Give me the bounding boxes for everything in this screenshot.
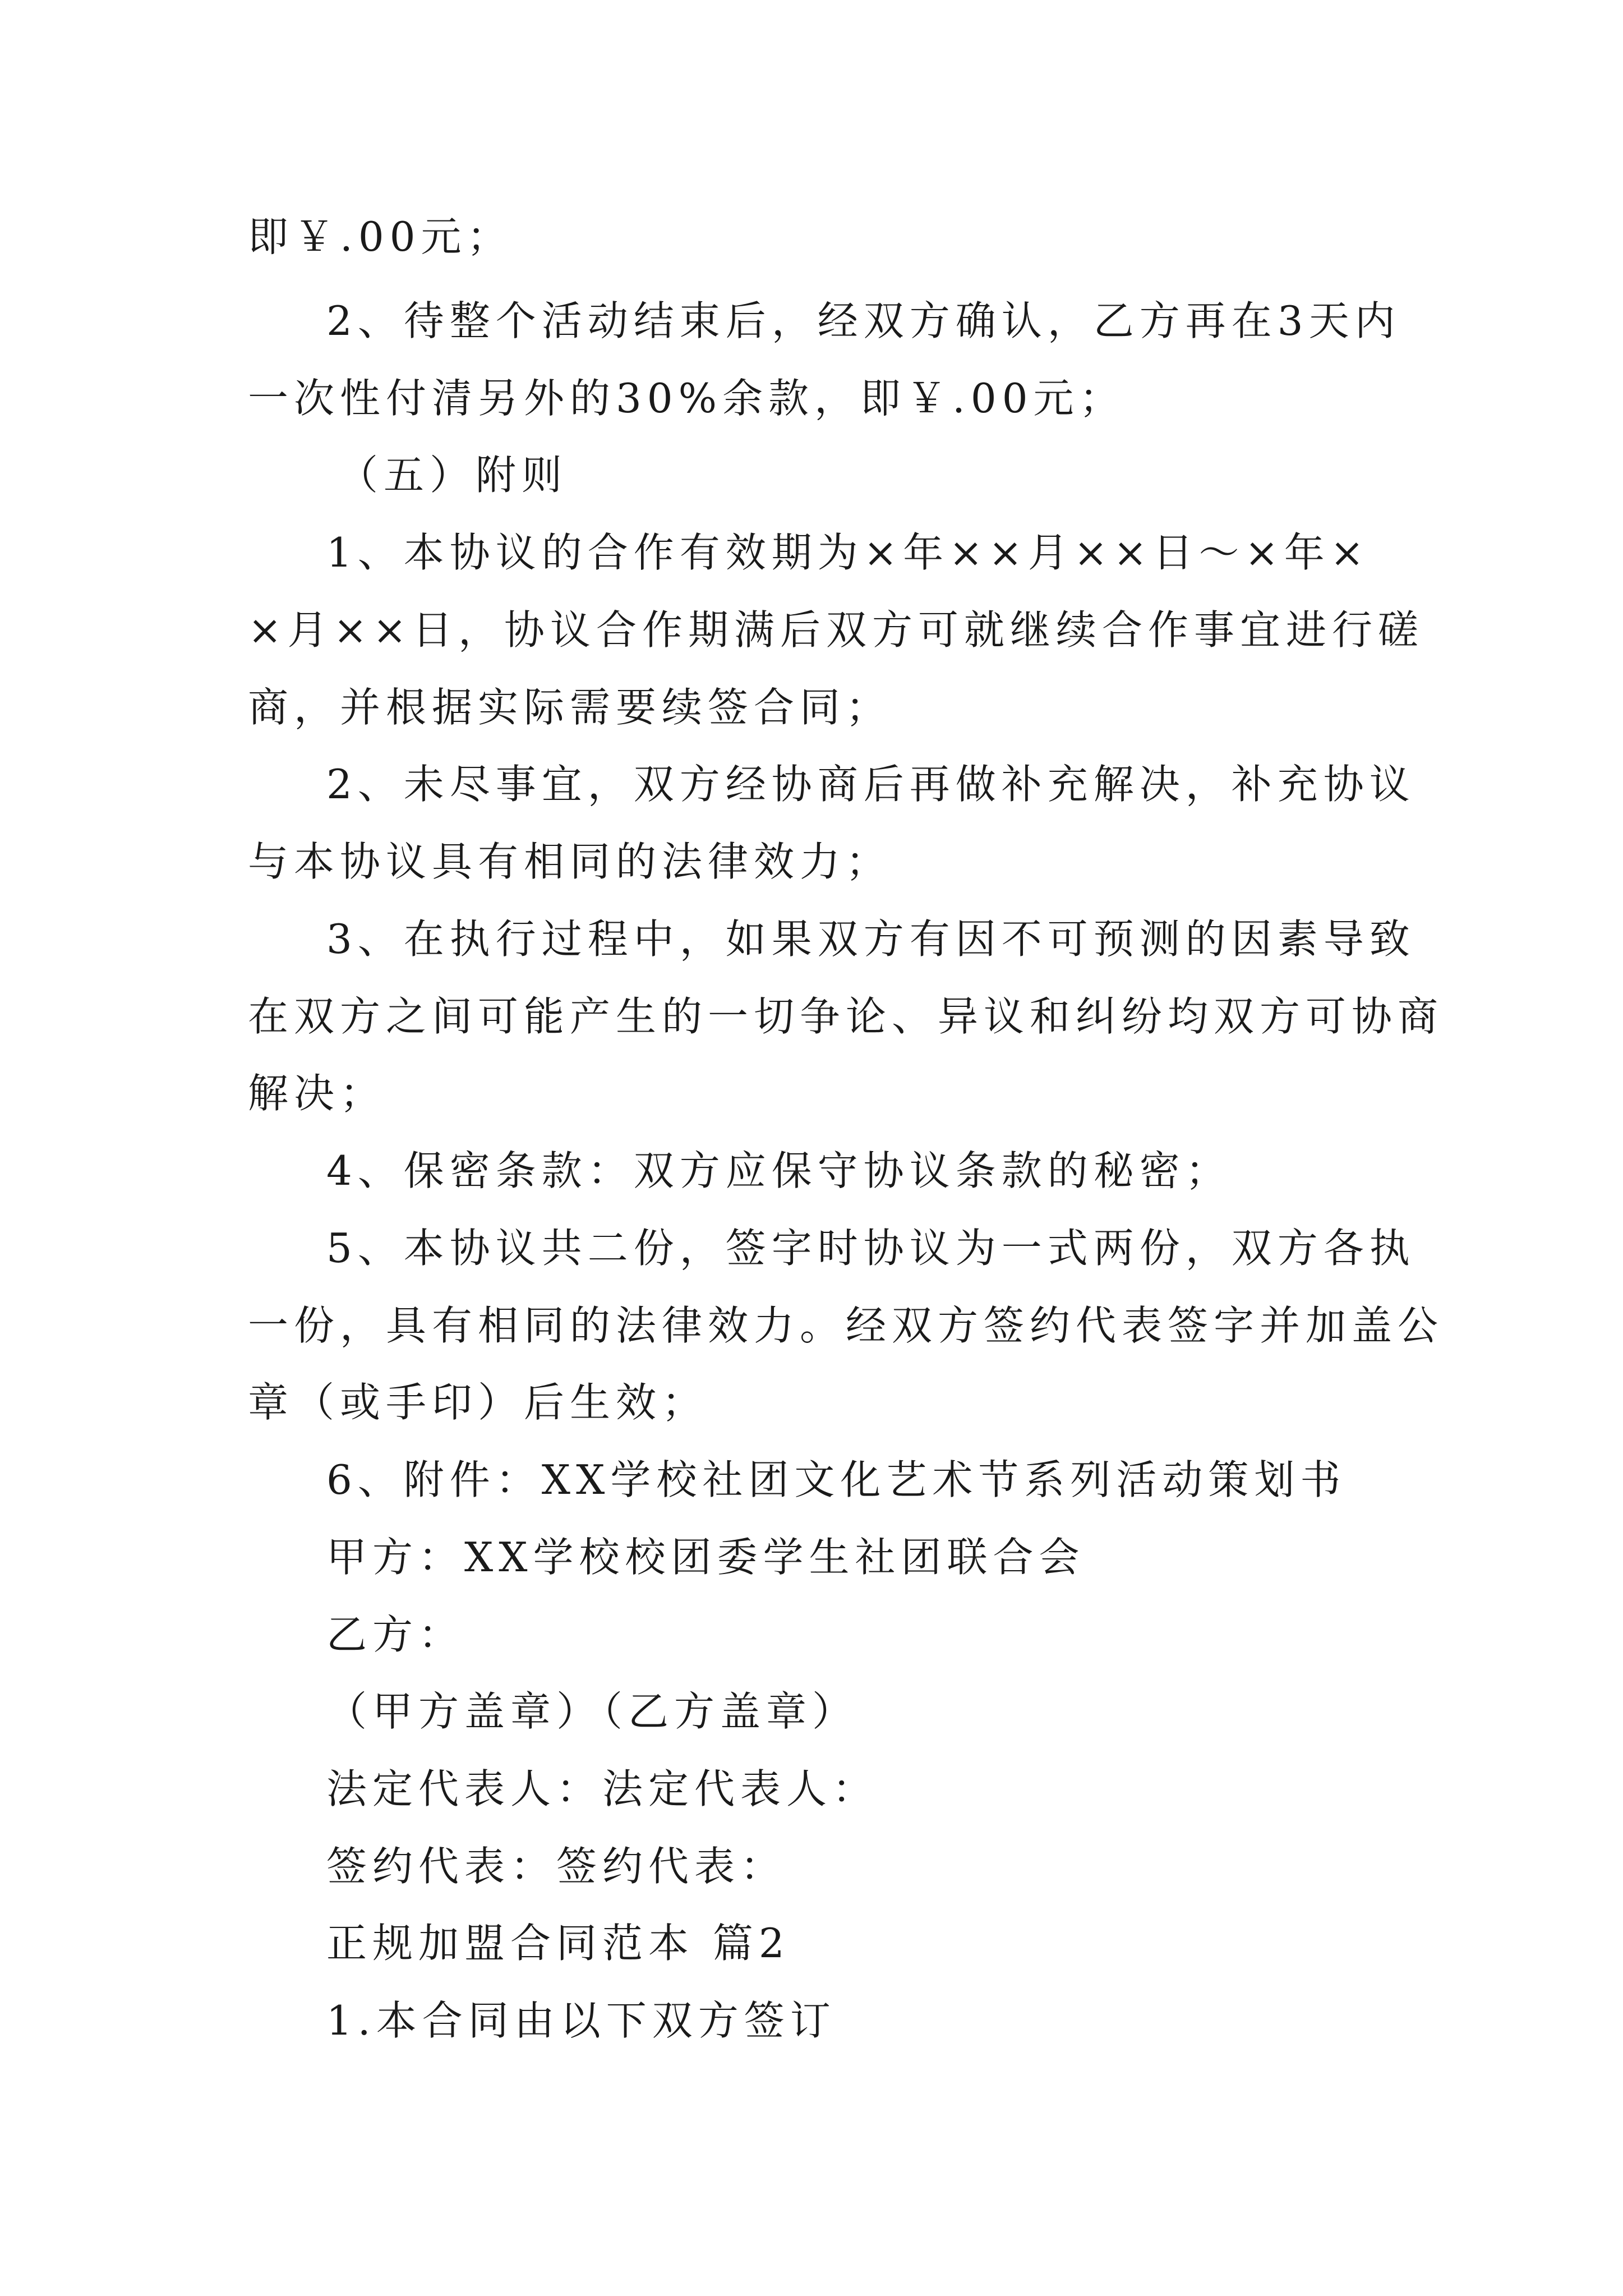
- party-b-line: 乙方：: [326, 1611, 465, 1658]
- section-title: 正规加盟合同范本 篇2: [326, 1920, 790, 1967]
- text-line: 商，并根据实际需要续签合同；: [248, 684, 892, 731]
- text-line: 1、本协议的合作有效期为×年××月××日～×年×: [326, 529, 1370, 576]
- text-line: 3、在执行过程中，如果双方有因不可预测的因素导致: [326, 915, 1415, 963]
- text-line: 一次性付清另外的30%余款，即￥.00元；: [248, 375, 1126, 422]
- text-line: 5、本协议共二份，签字时协议为一式两份，双方各执: [326, 1225, 1415, 1272]
- text-line: 2、待整个活动结束后，经双方确认，乙方再在3天内: [326, 297, 1401, 344]
- text-line: 一份，具有相同的法律效力。经双方签约代表签字并加盖公: [248, 1302, 1444, 1349]
- text-line: 与本协议具有相同的法律效力；: [248, 838, 892, 885]
- signing-representative-line: 签约代表：签约代表：: [326, 1843, 787, 1890]
- text-line: 6、附件：XX学校社团文化艺术节系列活动策划书: [326, 1456, 1347, 1503]
- text-line: 章（或手印）后生效；: [248, 1379, 708, 1426]
- text-line: ×月××日，协议合作期满后双方可就继续合作事宜进行磋: [248, 606, 1424, 654]
- legal-representative-line: 法定代表人：法定代表人：: [326, 1765, 879, 1812]
- text-line: 解决；: [248, 1070, 386, 1117]
- section-heading: （五）附则: [338, 452, 568, 499]
- text-line: 1.本合同由以下双方签订: [326, 1997, 836, 2044]
- text-line: 2、未尽事宜，双方经协商后再做补充解决，补充协议: [326, 761, 1415, 808]
- text-line: 在双方之间可能产生的一切争论、异议和纠纷均双方可协商: [248, 993, 1444, 1040]
- text-line: 即￥.00元；: [248, 213, 513, 260]
- party-a-line: 甲方：XX学校校团委学生社团联合会: [326, 1534, 1085, 1581]
- text-line: 4、保密条款：双方应保守协议条款的秘密；: [326, 1147, 1232, 1194]
- seal-line: （甲方盖章）（乙方盖章）: [326, 1688, 859, 1735]
